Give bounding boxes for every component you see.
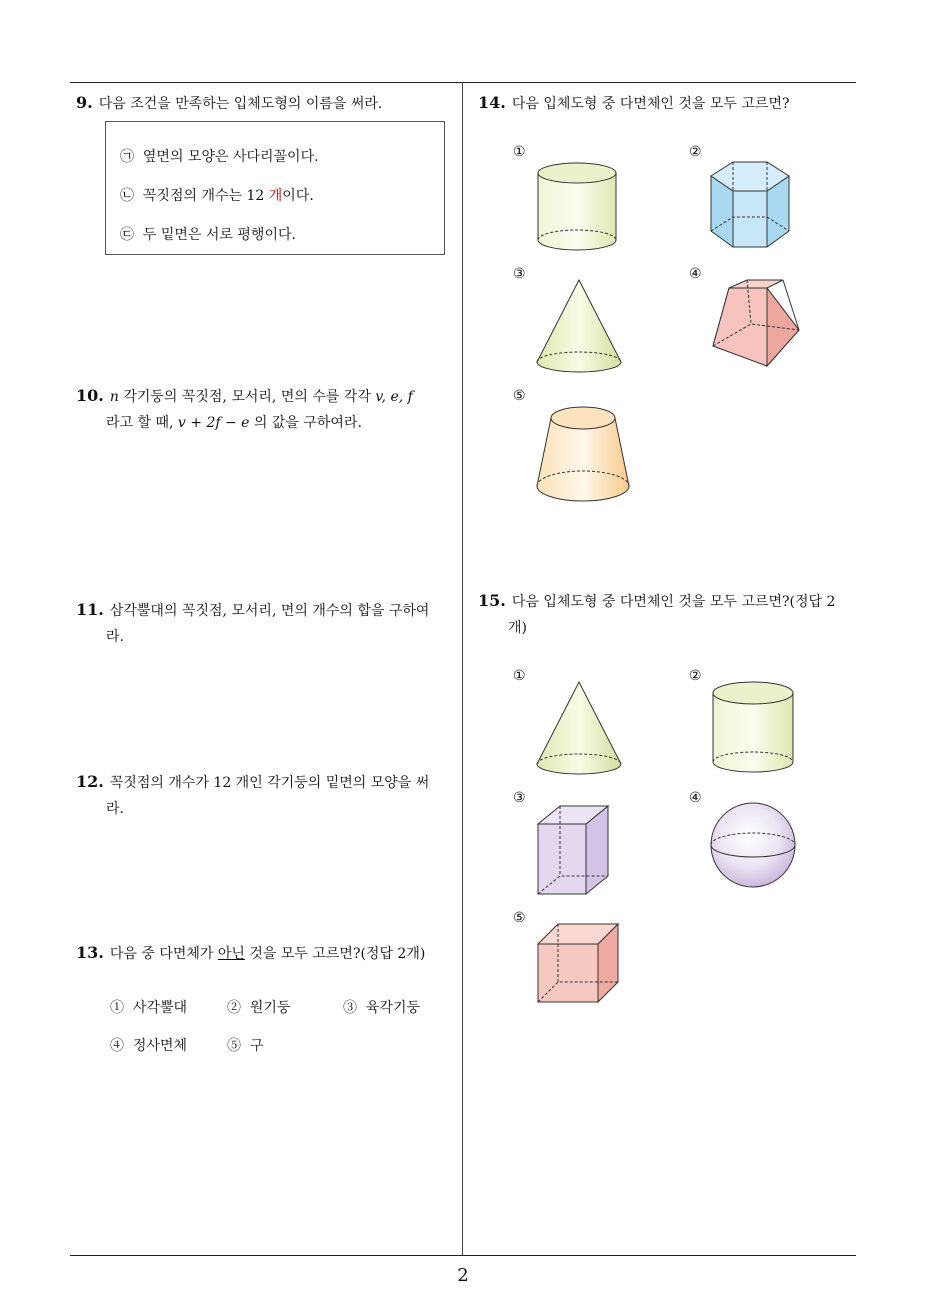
figure-label-1: ①	[513, 144, 526, 160]
option-marker: ③	[343, 1000, 357, 1016]
question-10	[76, 383, 458, 436]
truncated-pyramid-figure[interactable]	[711, 280, 803, 370]
truncated-cone-figure[interactable]	[535, 402, 631, 504]
option-4[interactable]	[110, 1035, 187, 1055]
option-1[interactable]	[110, 997, 187, 1017]
condition-marker: ㉡	[120, 188, 134, 204]
question-number: 11.	[76, 600, 104, 619]
cylinder-figure[interactable]	[535, 160, 619, 254]
figure-label-4: ④	[689, 266, 702, 282]
page-number: 2	[457, 1265, 469, 1286]
question-number: 9.	[76, 93, 93, 112]
question-text: 것을 모두 고르면?(정답 2개)	[244, 946, 426, 962]
conditions-box	[105, 121, 445, 255]
question-9	[76, 90, 382, 117]
condition-text: 옆면의 모양은 사다리꼴이다.	[142, 149, 319, 165]
condition-2	[120, 185, 314, 205]
question-text: 꼭짓점의 개수가 12 개인 각기둥의 밑면의 모양을 써	[109, 775, 430, 791]
question-text: 다음 중 다면체가	[109, 946, 218, 962]
question-text: 라고 할 때,	[106, 415, 178, 431]
figure-label-2: ②	[689, 668, 702, 684]
option-marker: ⑤	[227, 1038, 241, 1054]
option-2[interactable]	[227, 997, 290, 1017]
condition-text: 꼭짓점의 개수는 12	[142, 188, 269, 204]
top-rule	[70, 82, 856, 83]
question-number: 15.	[478, 591, 506, 610]
condition-text: 이다.	[282, 188, 314, 204]
option-label: 원기둥	[249, 1000, 291, 1016]
math-var: n	[109, 389, 119, 405]
condition-3	[120, 224, 296, 244]
figure-label-4: ④	[689, 790, 702, 806]
condition-text: 두 밑면은 서로 평행이다.	[142, 227, 296, 243]
option-label: 구	[249, 1038, 264, 1054]
math-expression: v + 2f − e	[177, 415, 250, 431]
option-label: 정사면체	[132, 1038, 188, 1054]
option-label: 사각뿔대	[132, 1000, 188, 1016]
option-marker: ④	[110, 1038, 124, 1054]
question-number: 14.	[478, 93, 506, 112]
figure-label-3: ③	[513, 266, 526, 282]
cone-figure[interactable]	[535, 280, 625, 376]
question-number: 10.	[76, 386, 104, 405]
column-divider	[462, 82, 463, 1256]
cone-figure[interactable]	[535, 682, 625, 778]
question-text: 개)	[508, 620, 527, 636]
question-13	[76, 940, 425, 967]
question-number: 12.	[76, 772, 104, 791]
question-15	[478, 588, 835, 641]
underlined-word: 아닌	[217, 946, 245, 962]
question-text: 라.	[106, 801, 124, 817]
question-text: 삼각뿔대의 꼭짓점, 모서리, 면의 개수의 합을 구하여	[109, 603, 430, 619]
condition-highlight: 개	[268, 188, 283, 204]
cylinder-figure[interactable]	[711, 680, 795, 776]
sphere-figure[interactable]	[710, 802, 798, 890]
figure-label-5: ⑤	[513, 388, 526, 404]
question-12	[76, 769, 429, 822]
question-text: 다음 조건을 만족하는 입체도형의 이름을 써라.	[98, 96, 383, 112]
option-3[interactable]	[343, 997, 420, 1017]
question-number: 13.	[76, 943, 104, 962]
option-label: 육각기둥	[365, 1000, 421, 1016]
question-text: 다음 입체도형 중 다면체인 것을 모두 고르면?(정답 2	[511, 594, 836, 610]
figure-label-5: ⑤	[513, 910, 526, 926]
figure-label-2: ②	[689, 144, 702, 160]
figure-label-1: ①	[513, 668, 526, 684]
question-text: 의 값을 구하여라.	[249, 415, 362, 431]
option-marker: ①	[110, 1000, 124, 1016]
option-marker: ②	[227, 1000, 241, 1016]
math-vars: v, e, f	[375, 389, 413, 405]
question-text: 각기둥의 꼭짓점, 모서리, 면의 수를 각각	[118, 389, 376, 405]
condition-1	[120, 146, 319, 166]
cube-figure[interactable]	[536, 922, 622, 1004]
cuboid-figure[interactable]	[536, 804, 610, 896]
bottom-rule	[70, 1255, 856, 1256]
figure-label-3: ③	[513, 790, 526, 806]
question-text: 다음 입체도형 중 다면체인 것을 모두 고르면?	[511, 96, 790, 112]
option-5[interactable]	[227, 1035, 263, 1055]
condition-marker: ㉢	[120, 227, 134, 243]
condition-marker: ㉠	[120, 149, 134, 165]
hexagonal-prism-figure[interactable]	[711, 156, 793, 250]
question-text: 라.	[106, 629, 124, 645]
question-11	[76, 597, 429, 650]
question-14	[478, 90, 789, 117]
